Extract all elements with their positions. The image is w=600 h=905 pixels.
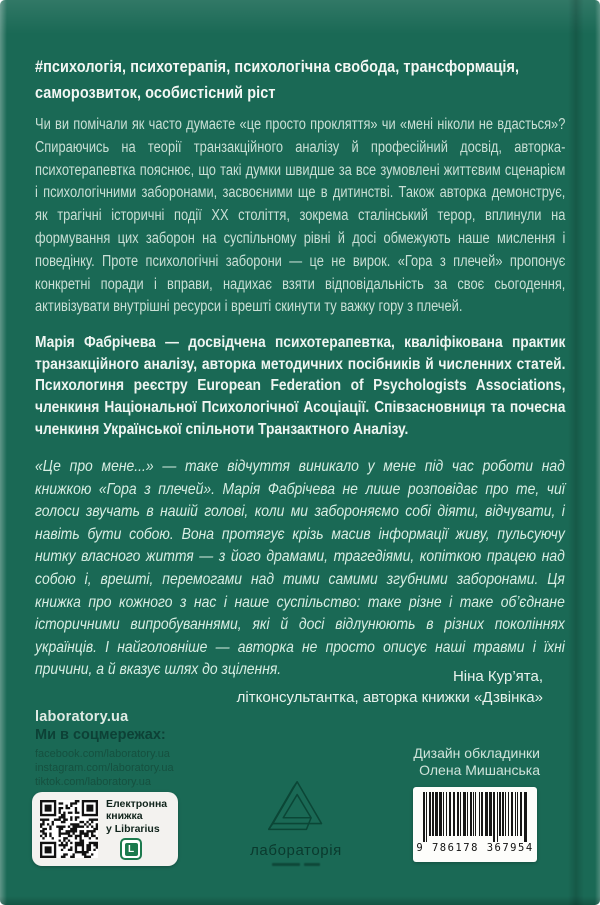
design-credit-name: Олена Мишанська <box>419 761 540 778</box>
publisher-logo-block <box>238 776 354 866</box>
hashtags-line: #психологія, психотерапія, психологічна свобода, трансформація, саморозвиток, особистісний ріст <box>35 57 520 102</box>
social-link-tiktok: tiktok.com/laboratory.ua <box>35 775 151 788</box>
ebook-qr-badge <box>32 792 178 866</box>
isbn-barcode <box>413 787 537 862</box>
author-bio-text: — досвідчена психотерапевтка, кваліфікована практик транзакційного аналізу, авторка методичних посібників й численних статей. Психологиня реєстру European Federation of Psychologists Associations, членкиня Національної Психологічної Асоціації. Співзасновниця та почесна членкиня Української спільноти Транзактного Аналізу. <box>35 334 566 438</box>
isbn-digits: 9 786178 367954 <box>416 842 534 854</box>
review-attribution <box>35 666 543 708</box>
qr-code-icon <box>40 800 98 858</box>
design-credit <box>413 745 540 778</box>
cover-left-light-edge <box>0 0 7 905</box>
cover-right-light-edge <box>595 0 600 905</box>
reviewer-name: Ніна Кур’ята, <box>452 668 543 685</box>
librarius-logo-icon: L <box>120 838 142 860</box>
social-links <box>35 748 174 789</box>
publisher-tagline <box>238 863 354 866</box>
social-heading: Ми в соцмережах: <box>35 727 166 743</box>
design-credit-label: Дизайн обкладинки <box>413 745 540 761</box>
review-quote: «Це про мене...» — таке відчуття виникало у мене під час роботи над книжкою «Гора з плечей». Марія Фабрічева не лише розповідає про те, чиї голоси звучать в нашій голові, коли ми забороняємо собі діяти, відчувати, і навіть бути собою. Вона протягує крізь масив інформації живу, пульсуючу нитку власного життя — з його драмами, трагедіями, копіткою працею над собою і, врешті, перемогами над тими самими згубними заборонами. Ця книжка про кожного з нас і наше суспільство: таке різне і таке об’єднане історичними випробуваннями, які й досі відлунюють в різних поколіннях українців. І найголовніше — авторка не просто описує наші травми і їхні причини, а й вказує шлях до зцілення. <box>35 458 565 679</box>
publisher-triangle-logo-icon <box>267 776 325 834</box>
cover-bottom-shadow-edge <box>0 896 600 905</box>
social-link-instagram: instagram.com/laboratory.ua <box>35 761 174 774</box>
social-link-facebook: facebook.com/laboratory.ua <box>35 748 170 760</box>
cover-right-crease <box>568 0 584 905</box>
publisher-website: laboratory.ua <box>35 709 129 725</box>
author-name: Марія Фабрічева <box>35 334 156 351</box>
synopsis-paragraph: Чи ви помічали як часто думаєте «це просто прокляття» чи «мені ніколи не вдасться»? Спираючись на теорії транзакційного аналізу й професійний досвід, авторка-психотерапевтка пояснює, що такі думки швидше за все зумовлені життєвим сценарієм і психологічними заборонами, засвоєними ще в дитинстві. Також авторка демонструє, як трагічні історичні події ХХ століття, зокрема сталінський терор, вплинули на формування цих заборон на суспільному рівні й досі обмежують наше мислення і поведінку. Проте психологічні заборони — це не вирок. «Гора з плечей» пропонує конкретні поради і вправи, надихає взяти відповідальність за своє сьогодення, активізувати внутрішні ресурси і врешті скинути ту важку гору з плечей. <box>35 116 566 316</box>
barcode-bars-icon <box>419 792 531 842</box>
ebook-badge-line3: у Librarius <box>106 822 160 835</box>
ebook-badge-line1: Електронна <box>106 797 168 810</box>
publisher-name: лабораторія <box>250 842 342 859</box>
cover-top-light-edge <box>0 0 600 34</box>
reviewer-title: літконсультантка, авторка книжки «Дзвінка» <box>236 689 543 706</box>
ebook-badge-line2: книжка <box>106 810 143 823</box>
author-bio-paragraph <box>35 332 565 441</box>
